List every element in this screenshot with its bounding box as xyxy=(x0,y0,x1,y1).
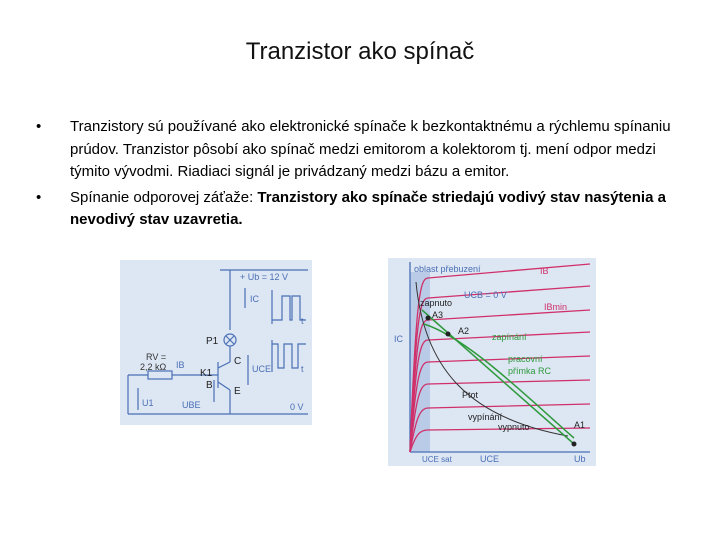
a2-label: A2 xyxy=(458,326,470,336)
t1-label: t xyxy=(301,316,304,326)
ib-label: IB xyxy=(176,360,185,370)
bullet-item xyxy=(36,116,676,184)
t2-label: t xyxy=(301,364,304,374)
bullet-text: Tranzistory sú používané ako elektronické spínače k bezkontaktnému a rýchlemu spínaniu prúdov. Tranzistor pôsobí ako spínač medzi emitorom a kolektorom tj. mení odpor medzi týmito vývodmi. Riadiaci signál je privádzaný medzi bázu a emitor. xyxy=(70,118,671,180)
u1-label: U1 xyxy=(142,398,154,408)
circuit-svg xyxy=(120,260,312,425)
uce-axis-label: UCE xyxy=(480,454,500,464)
supply-label: + Ub = 12 V xyxy=(240,272,289,282)
saturation-region-label: oblast přebuzení xyxy=(414,264,481,274)
ucb-label: UCB = 0 V xyxy=(464,290,507,300)
switched-off-label: vypnuto xyxy=(498,422,530,432)
a3-label: A3 xyxy=(432,310,444,320)
switched-on-label: zapnuto xyxy=(420,298,453,308)
uce-label: UCE xyxy=(252,364,272,374)
ube-label: UBE xyxy=(182,400,201,410)
bullet-marker: • xyxy=(36,188,42,206)
output-characteristic-diagram xyxy=(388,258,596,466)
bullet-marker: • xyxy=(36,118,42,135)
ib-label: IB xyxy=(540,266,549,276)
bullet-text-bold: Tranzistory ako spínače striedajú vodivý stav nasýtenia a nevodivý stav uzavretia. xyxy=(70,188,666,228)
a1-label: A1 xyxy=(574,420,586,430)
load-line-label-1: pracovní xyxy=(508,354,543,364)
rv-value: 2,2 kΩ xyxy=(140,362,167,372)
uce-sat-label: UCE sat xyxy=(422,455,452,464)
bullet-list xyxy=(36,116,676,235)
rv-label: RV = xyxy=(146,352,167,362)
k1-label: K1 xyxy=(200,368,213,379)
load-line-label-2: přímka RC xyxy=(508,366,552,376)
ptot-label: Ptot xyxy=(462,390,479,400)
characteristic-svg xyxy=(388,258,596,466)
e-label: E xyxy=(234,386,241,397)
ic-axis-label: IC xyxy=(394,334,403,344)
ground-label: 0 V xyxy=(290,402,304,412)
slide-title: Tranzistor ako spínač xyxy=(245,38,475,65)
bullet-item xyxy=(36,187,676,232)
ub-label: Ub xyxy=(574,454,586,464)
turning-on-label: zapínání xyxy=(492,332,527,342)
ic-label: IC xyxy=(250,294,259,304)
turning-off-label: vypínání xyxy=(468,412,503,422)
b-label: B xyxy=(206,380,213,391)
switch-circuit-diagram xyxy=(120,260,312,425)
ibmin-label: IBmin xyxy=(544,302,568,312)
c-label: C xyxy=(234,356,242,367)
p1-label: P1 xyxy=(206,336,219,347)
bullet-text-prefix: Spínanie odporovej záťaže: xyxy=(70,188,258,206)
